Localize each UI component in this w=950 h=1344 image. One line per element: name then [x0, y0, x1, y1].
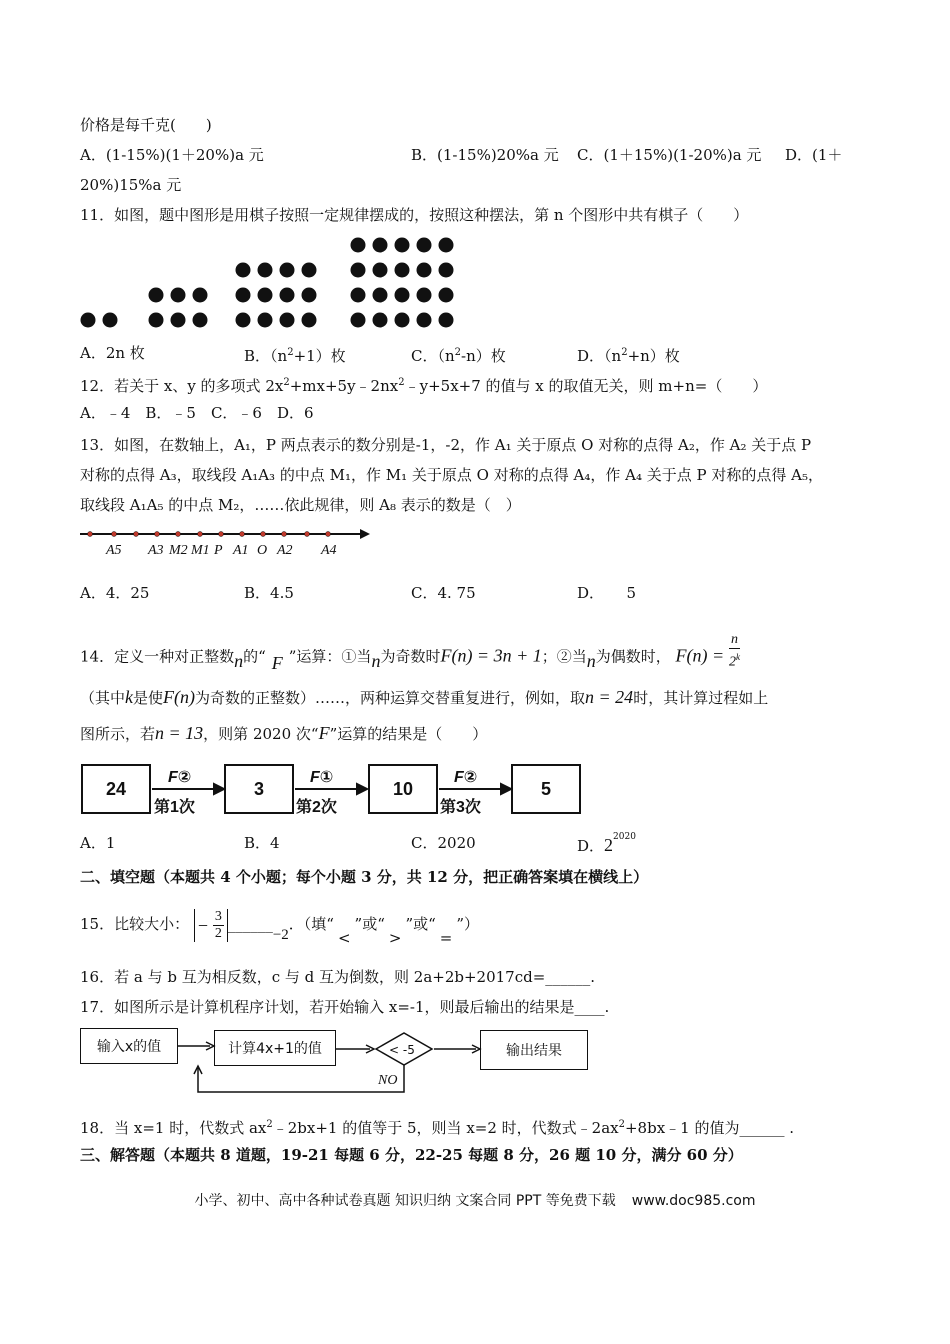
- label-o: O: [257, 543, 268, 558]
- q16-text: 16．若 a 与 b 互为相反数，c 与 d 互为倒数，则 2a+2b+2017cd=______.: [80, 968, 596, 986]
- q12-text: 12．若关于 x、y 的多项式 $2x^2+mx+5y﹣2nx^2﹣y+5x+7$ 的值与 x 的取值无关，则 m+n=（ ）: [80, 377, 768, 395]
- chess-piece-dot: [373, 238, 388, 253]
- q14-line3: 图所示，若n = 13，则第 2020 次“F”运算的结果是（ ）: [80, 723, 488, 743]
- arrow-label-bottom-1: 第1次: [154, 799, 195, 816]
- chess-piece-dot: [395, 288, 410, 303]
- chess-piece-dot: [302, 263, 317, 278]
- q14-arrows: [150, 760, 515, 820]
- chess-piece-dot: [417, 313, 432, 328]
- label-a2: A2: [277, 543, 293, 558]
- chess-piece-dot: [351, 288, 366, 303]
- q10-option-d: D．(1＋: [785, 146, 843, 164]
- section-3-heading: 三、解答题（本题共 8 道题，19-21 每题 6 分，22-25 每题 8 分，26 题 10 分，满分 60 分）: [80, 1146, 743, 1164]
- q17-flowchart-connectors: [176, 1024, 486, 1100]
- chess-piece-dot: [236, 263, 251, 278]
- q14-line2: （其中k是使F(n)为奇数的正整数）……，两种运算交替重复进行，例如，取n = 24时，其计算过程如上: [80, 687, 769, 707]
- q14-line1: 14．定义一种对正整数n的“ F ”运算：①当n为奇数时F(n) = 3n + 1；②当n为偶数时， F(n) = $\frac{n}{2^k}$: [80, 632, 740, 674]
- chess-piece-dot: [439, 238, 454, 253]
- chess-piece-dot: [373, 263, 388, 278]
- q14-option-d: D．$2^{2020}$: [577, 832, 636, 855]
- chess-piece-dot: [103, 313, 118, 328]
- chess-piece-dot: [417, 263, 432, 278]
- q14-box-24: 24: [81, 764, 151, 814]
- q10-option-a: A．(1-15%)(1＋20%)a 元: [80, 146, 264, 164]
- chess-piece-dot: [351, 313, 366, 328]
- q17-text: 17．如图所示是计算机程序计划，若开始输入 x=-1，则最后输出的结果是____.: [80, 998, 610, 1016]
- q10-option-d-cont: 20%)15%a 元: [80, 176, 182, 194]
- chess-piece-dot: [171, 288, 186, 303]
- q13-option-b: B．4.5: [244, 584, 294, 602]
- chess-piece-dot: [373, 313, 388, 328]
- q11-option-b: B．$(n^2+1)$枚: [244, 347, 346, 365]
- chess-piece-dot: [236, 288, 251, 303]
- arrow-label-bottom-3: 第3次: [440, 799, 481, 816]
- q13-option-c: C．4. 75: [411, 584, 476, 602]
- q14-option-c: C．2020: [411, 834, 476, 852]
- footer-text: 小学、初中、高中各种试卷真题 知识归纳 文案合同 PPT 等免费下载: [194, 1193, 616, 1209]
- chess-piece-dot: [236, 313, 251, 328]
- q15-blank: ______: [227, 915, 273, 933]
- chess-piece-dot: [193, 288, 208, 303]
- chess-piece-dot: [280, 288, 295, 303]
- chess-piece-dot: [302, 288, 317, 303]
- q13-option-a: A．4．25: [80, 584, 150, 602]
- q18-text: 18．当 x=1 时，代数式 $ax^2﹣2bx+1$ 的值等于 5，则当 x=2 时，代数式$﹣2ax^2+8bx﹣1$ 的值为______ .: [80, 1119, 795, 1137]
- chess-piece-dot: [149, 313, 164, 328]
- chess-piece-dot: [280, 263, 295, 278]
- chess-piece-dot: [439, 288, 454, 303]
- q11-option-d: D．$(n^2+n)$枚: [577, 347, 680, 365]
- q11-text: 11．如图，题中图形是用棋子按照一定规律摆成的，按照这种摆法，第 n 个图形中共有棋子（ ）: [80, 206, 749, 224]
- label-p: P: [214, 543, 223, 558]
- arrow-label-top-2: F①: [310, 769, 334, 786]
- q15-text: 15．比较大小： − $\frac{3}{2}$ ______−2．（填“<”或“>”或“=”）: [80, 908, 480, 947]
- q17-condition: < -5: [389, 1043, 415, 1057]
- q12-options: A．﹣4 B．﹣5 C．﹣6 D．6: [80, 404, 314, 422]
- arrow-label-bottom-2: 第2次: [296, 799, 337, 816]
- chess-piece-dot: [439, 313, 454, 328]
- q13-line2: 对称的点得 A₃，取线段 A₁A₃ 的中点 M₁，作 M₁ 关于原点 O 对称的点得 A₄，作 A₄ 关于点 P 对称的点得 A₅，: [80, 466, 823, 484]
- chess-piece-dot: [395, 313, 410, 328]
- label-a4: A4: [321, 543, 337, 558]
- q13-number-line: [78, 524, 378, 560]
- q14-box-10: 10: [368, 764, 438, 814]
- q10-option-b: B．(1-15%)20%a 元: [411, 146, 559, 164]
- label-m1: M1: [191, 543, 210, 558]
- label-m2: M2: [169, 543, 188, 558]
- arrow-label-top-1: F②: [168, 769, 192, 786]
- chess-piece-dot: [395, 263, 410, 278]
- footer-site-link[interactable]: www.doc985.com: [631, 1193, 756, 1209]
- label-a5: A5: [106, 543, 122, 558]
- q14-box-5: 5: [511, 764, 581, 814]
- chess-piece-dot: [193, 313, 208, 328]
- chess-piece-dot: [395, 238, 410, 253]
- q17-no-label: NO: [378, 1073, 398, 1088]
- page-footer: [0, 1190, 950, 1210]
- chess-piece-dot: [280, 313, 295, 328]
- chess-piece-dot: [351, 238, 366, 253]
- number-line-arrow: [360, 529, 370, 539]
- label-a1: A1: [233, 543, 249, 558]
- q17-compute-box: 计算4x+1的值: [214, 1030, 336, 1066]
- q11-option-a: A．2n 枚: [80, 344, 145, 362]
- q14-fraction: $\frac{n}{2^k}$: [728, 632, 740, 670]
- chess-piece-dot: [417, 238, 432, 253]
- q11-dot-patterns: [78, 236, 478, 332]
- chess-piece-dot: [351, 263, 366, 278]
- section-2-heading: 二、填空题（本题共 4 个小题；每个小题 3 分，共 12 分，把正确答案填在横线上）: [80, 868, 649, 886]
- chess-piece-dot: [149, 288, 164, 303]
- q15-absolute-value: − $\frac{3}{2}$: [194, 909, 228, 942]
- q15-fraction: $\frac{3}{2}$: [214, 908, 222, 941]
- q11-option-c: C．$(n^2-n)$枚: [411, 347, 506, 365]
- q13-line3: 取线段 A₁A₅ 的中点 M₂，……依此规律，则 A₈ 表示的数是（ ）: [80, 496, 521, 514]
- q14-box-3: 3: [224, 764, 294, 814]
- q13-option-d: D． 5: [577, 584, 637, 602]
- chess-piece-dot: [302, 313, 317, 328]
- q10-option-c: C．(1＋15%)(1-20%)a 元: [577, 146, 762, 164]
- q17-output-box: 输出结果: [480, 1030, 588, 1070]
- label-a3: A3: [148, 543, 164, 558]
- chess-piece-dot: [81, 313, 96, 328]
- arrow-label-top-3: F②: [454, 769, 478, 786]
- q14-option-a: A．1: [80, 834, 116, 852]
- q14-option-b: B．4: [244, 834, 280, 852]
- q13-line1: 13．如图，在数轴上，A₁，P 两点表示的数分别是-1，-2，作 A₁ 关于原点 O 对称的点得 A₂，作 A₂ 关于点 P: [80, 436, 812, 454]
- chess-piece-dot: [417, 288, 432, 303]
- chess-piece-dot: [258, 288, 273, 303]
- chess-piece-dot: [373, 288, 388, 303]
- chess-piece-dot: [258, 313, 273, 328]
- q17-input-box: 输入x的值: [80, 1028, 178, 1064]
- chess-piece-dot: [171, 313, 186, 328]
- chess-piece-dot: [258, 263, 273, 278]
- q10-tail: 价格是每千克( ): [80, 116, 212, 134]
- chess-piece-dot: [439, 263, 454, 278]
